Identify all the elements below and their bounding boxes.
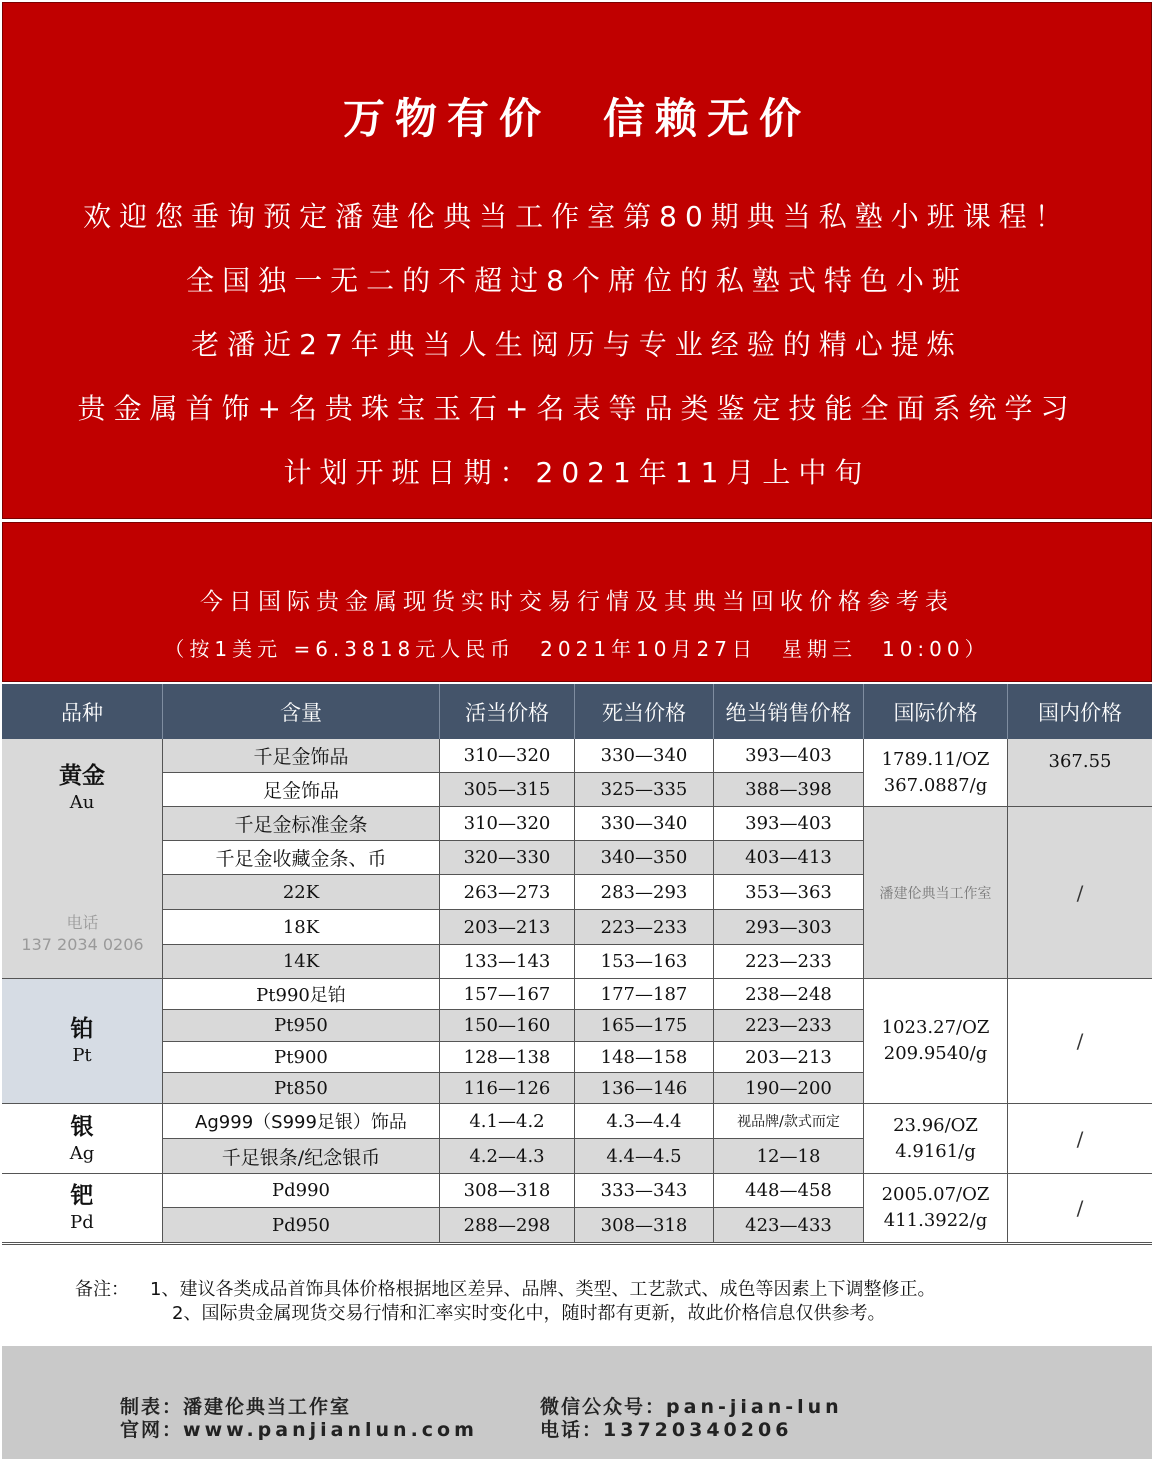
domestic-price-gold-bars: / — [1008, 807, 1152, 979]
live-price: 305—315 — [440, 773, 575, 807]
phone-number: 137 2034 0206 — [21, 935, 144, 954]
wechat-id: pan-jian-lun — [666, 1396, 843, 1418]
course-banner — [2, 2, 1152, 519]
table-row-content: 足金饰品 — [163, 773, 440, 807]
live-price: 310—320 — [440, 739, 575, 773]
variety-name: 铂 — [70, 1016, 94, 1042]
banner-line: 计划开班日期：2021年11月上中旬 — [283, 456, 871, 489]
dead-price: 330—340 — [575, 807, 714, 841]
slogan: 万物有价 信赖无价 — [342, 94, 811, 143]
table-row-content: Pt900 — [163, 1042, 440, 1073]
wechat-label: 微信公众号： — [540, 1396, 667, 1418]
intl-price-oz: 2005.07/OZ — [881, 1184, 990, 1205]
dead-price: 177—187 — [575, 979, 714, 1010]
live-price: 320—330 — [440, 841, 575, 875]
table-row-content: 千足金标准金条 — [163, 807, 440, 841]
sale-price: 12—18 — [714, 1139, 864, 1174]
dead-price: 283—293 — [575, 875, 714, 910]
variety-palladium — [2, 1174, 163, 1243]
note-item: 1、建议各类成品首饰具体价格根据地区差异、品牌、类型、工艺款式、成色等因素上下调整修正。 — [150, 1279, 936, 1300]
dead-price: 136—146 — [575, 1073, 714, 1104]
intl-price-gold — [864, 739, 1008, 807]
intl-price-gram: 4.9161/g — [895, 1140, 976, 1162]
sale-price: 448—458 — [714, 1174, 864, 1208]
header-sale-price: 绝当销售价格 — [714, 684, 864, 739]
sale-price: 视品牌/款式而定 — [714, 1104, 864, 1139]
dead-price: 165—175 — [575, 1010, 714, 1042]
domestic-price-palladium: / — [1008, 1174, 1152, 1243]
sale-price: 190—200 — [714, 1073, 864, 1104]
dead-price: 333—343 — [575, 1174, 714, 1208]
tel-number: 13720340206 — [603, 1419, 793, 1441]
dead-price: 223—233 — [575, 910, 714, 945]
table-row-content: Ag999（S999足银）饰品 — [163, 1104, 440, 1139]
maker-label: 制表： — [120, 1396, 184, 1418]
table-row-content: Pt850 — [163, 1073, 440, 1104]
footer — [2, 1346, 1152, 1459]
table-title: 今日国际贵金属现货实时交易行情及其典当回收价格参考表 — [200, 589, 954, 615]
banner-line: 贵金属首饰+名贵珠宝玉石+名表等品类鉴定技能全面系统学习 — [77, 392, 1077, 425]
dead-price: 340—350 — [575, 841, 714, 875]
table-subtitle: （按1美元 =6.3818元人民币 2021年10月27日 星期三 10:00） — [164, 637, 990, 661]
intl-price-palladium — [864, 1174, 1008, 1243]
header-intl-price: 国际价格 — [864, 684, 1008, 739]
live-price: 4.1—4.2 — [440, 1104, 575, 1139]
sale-price: 223—233 — [714, 1010, 864, 1042]
live-price: 128—138 — [440, 1042, 575, 1073]
dead-price: 153—163 — [575, 945, 714, 979]
sale-price: 203—213 — [714, 1042, 864, 1073]
sale-price: 293—303 — [714, 910, 864, 945]
sale-price: 388—398 — [714, 773, 864, 807]
notes-section — [2, 1244, 1152, 1344]
variety-symbol: Ag — [69, 1142, 95, 1164]
live-price: 308—318 — [440, 1174, 575, 1208]
dead-price: 330—340 — [575, 739, 714, 773]
table-row-content: 千足金收藏金条、币 — [163, 841, 440, 875]
table-row-content: 22K — [163, 875, 440, 910]
dead-price: 325—335 — [575, 773, 714, 807]
intl-price-platinum — [864, 979, 1008, 1104]
variety-name: 黄金 — [59, 763, 105, 789]
maker-name: 潘建伦典当工作室 — [183, 1396, 352, 1418]
sale-price: 353—363 — [714, 875, 864, 910]
footer-site — [120, 1415, 478, 1442]
table-title-band — [2, 522, 1152, 682]
variety-symbol: Au — [69, 792, 95, 813]
note-item: 2、国际贵金属现货交易行情和汇率实时变化中，随时都有更新，故此价格信息仅供参考。 — [172, 1303, 886, 1324]
live-price: 263—273 — [440, 875, 575, 910]
variety-name: 银 — [70, 1113, 94, 1140]
site-url[interactable]: www.panjianlun.com — [183, 1419, 478, 1441]
dead-price: 308—318 — [575, 1208, 714, 1243]
sale-price: 403—413 — [714, 841, 864, 875]
intl-price-silver — [864, 1104, 1008, 1174]
price-table — [2, 684, 1152, 1244]
variety-platinum — [2, 979, 163, 1104]
variety-name: 钯 — [70, 1183, 94, 1209]
banner-lines — [3, 193, 1151, 513]
live-price: 203—213 — [440, 910, 575, 945]
live-price: 150—160 — [440, 1010, 575, 1042]
variety-silver — [2, 1104, 163, 1174]
sale-price: 393—403 — [714, 739, 864, 773]
header-domestic-price: 国内价格 — [1008, 684, 1152, 739]
header-live-price: 活当价格 — [440, 684, 575, 739]
header-variety: 品种 — [2, 684, 163, 739]
header-dead-price: 死当价格 — [575, 684, 714, 739]
intl-price-gram: 367.0887/g — [883, 774, 988, 796]
domestic-price-silver: / — [1008, 1104, 1152, 1174]
watermark-studio: 潘建伦典当工作室 — [864, 807, 1008, 979]
dead-price: 4.4—4.5 — [575, 1139, 714, 1174]
variety-symbol: Pd — [70, 1212, 94, 1233]
notes-label: 备注： — [75, 1279, 129, 1300]
live-price: 310—320 — [440, 807, 575, 841]
banner-line: 欢迎您垂询预定潘建伦典当工作室第80期典当私塾小班课程！ — [83, 200, 1071, 233]
dead-price: 148—158 — [575, 1042, 714, 1073]
intl-price-oz: 1789.11/OZ — [881, 748, 990, 770]
live-price: 116—126 — [440, 1073, 575, 1104]
banner-line: 全国独一无二的不超过8个席位的私塾式特色小班 — [186, 264, 968, 297]
intl-price-oz: 23.96/OZ — [893, 1114, 978, 1136]
sale-price: 423—433 — [714, 1208, 864, 1243]
table-row-content: 18K — [163, 910, 440, 945]
live-price: 157—167 — [440, 979, 575, 1010]
intl-price-oz: 1023.27/OZ — [881, 1017, 990, 1038]
phone-label: 电话 — [66, 913, 99, 932]
domestic-price-platinum: / — [1008, 979, 1152, 1104]
dead-price: 4.3—4.4 — [575, 1104, 714, 1139]
table-row-content: Pt950 — [163, 1010, 440, 1042]
table-row-content: 千足金饰品 — [163, 739, 440, 773]
sale-price: 393—403 — [714, 807, 864, 841]
variety-symbol: Pt — [72, 1045, 92, 1066]
sale-price: 223—233 — [714, 945, 864, 979]
live-price: 4.2—4.3 — [440, 1139, 575, 1174]
sale-price: 238—248 — [714, 979, 864, 1010]
live-price: 133—143 — [440, 945, 575, 979]
header-content: 含量 — [163, 684, 440, 739]
footer-tel — [540, 1415, 792, 1442]
site-label: 官网： — [120, 1419, 184, 1441]
table-row-content: 14K — [163, 945, 440, 979]
table-row-content: Pd950 — [163, 1208, 440, 1243]
banner-line: 老潘近27年典当人生阅历与专业经验的精心提炼 — [191, 328, 963, 361]
live-price: 288—298 — [440, 1208, 575, 1243]
table-row-content: Pd990 — [163, 1174, 440, 1208]
phone-watermark — [2, 912, 163, 956]
table-row-content: 千足银条/纪念银币 — [163, 1139, 440, 1174]
intl-price-gram: 209.9540/g — [883, 1043, 988, 1064]
intl-price-gram: 411.3922/g — [883, 1210, 988, 1231]
tel-label: 电话： — [540, 1419, 604, 1441]
table-row-content: Pt990足铂 — [163, 979, 440, 1010]
domestic-price-gold: 367.55 — [1008, 739, 1152, 807]
